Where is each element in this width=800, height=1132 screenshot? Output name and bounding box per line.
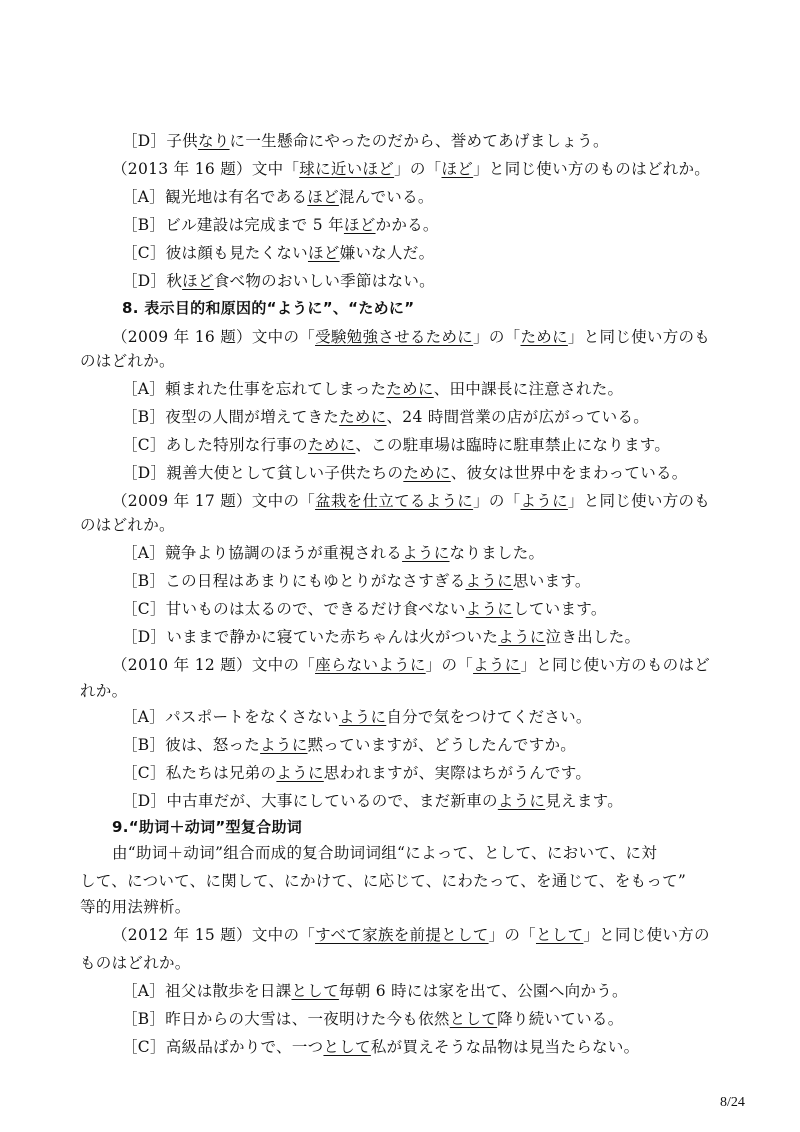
text-line xyxy=(122,242,800,264)
text-segment: 思います。 xyxy=(512,572,591,590)
underlined-phrase: ほど xyxy=(307,188,339,206)
underlined-phrase: ように xyxy=(260,736,308,754)
underlined-phrase: ために xyxy=(386,380,434,398)
text-segment: 」の「 xyxy=(488,926,536,944)
text-line xyxy=(122,790,800,812)
underlined-phrase: ために xyxy=(339,408,387,426)
underlined-phrase: ように xyxy=(497,792,546,810)
text-line xyxy=(122,762,800,784)
text-segment: 等的用法辨析。 xyxy=(80,898,191,916)
underlined-phrase: として xyxy=(535,926,584,944)
text-segment: ［A］祖父は散歩を日課 xyxy=(122,982,292,1000)
text-line xyxy=(122,406,800,428)
text-segment: 」の「 xyxy=(394,160,442,178)
text-segment: 降り続いている。 xyxy=(497,1010,624,1028)
text-line xyxy=(122,1036,800,1058)
text-segment: ［C］あした特別な行事の xyxy=(122,436,308,454)
text-segment: 」の「 xyxy=(425,656,474,674)
text-segment: 、彼女は世界中をまわっている。 xyxy=(450,464,688,482)
underlined-phrase: ように xyxy=(465,572,513,590)
underlined-phrase: 球に近いほど xyxy=(299,160,395,178)
underlined-phrase: ほど xyxy=(182,272,214,290)
text-segment: ［B］彼は、怒った xyxy=(122,736,261,754)
text-line xyxy=(122,186,800,208)
text-line xyxy=(122,270,800,292)
text-segment: 」と同じ使い方のものはど xyxy=(520,656,711,674)
underlined-phrase: として xyxy=(291,982,339,1000)
text-segment: ［B］この日程はあまりにもゆとりがなさすぎる xyxy=(122,572,466,590)
text-line xyxy=(122,626,800,648)
text-segment: 9.“助词＋动词”型复合助词 xyxy=(112,818,303,836)
text-segment: 黙っていますが、どうしたんですか。 xyxy=(307,736,577,754)
underlined-phrase: 座らないように xyxy=(315,656,426,674)
text-segment: ものはどれか。 xyxy=(80,954,191,972)
underlined-phrase: 受験勉強させるために xyxy=(315,328,474,346)
text-segment: 」の「 xyxy=(473,492,521,510)
text-segment: に一生懸命にやったのだから、誉めてあげましょう。 xyxy=(229,132,609,150)
text-line xyxy=(80,870,800,892)
text-line xyxy=(112,654,800,676)
text-segment: ［A］頼まれた仕事を忘れてしまった xyxy=(122,380,387,398)
text-line xyxy=(80,680,800,702)
text-segment: 、田中課長に注意された。 xyxy=(433,380,624,398)
text-segment: 、24 時間営業の店が広がっている。 xyxy=(386,408,650,426)
text-segment: ［C］私たちは兄弟の xyxy=(122,764,277,782)
underlined-phrase: なり xyxy=(197,132,230,150)
underlined-phrase: ために xyxy=(520,328,568,346)
text-segment: （2012 年 15 题）文中の「 xyxy=(112,926,316,944)
text-line xyxy=(122,570,800,592)
underlined-phrase: ように xyxy=(465,600,514,618)
text-line xyxy=(80,952,800,974)
text-segment: 、この駐車場は臨時に駐車禁止になります。 xyxy=(355,436,671,454)
underlined-phrase: 盆栽を仕立てるように xyxy=(315,492,474,510)
text-line xyxy=(80,896,800,918)
text-line xyxy=(122,130,800,152)
text-segment: 」の「 xyxy=(473,328,521,346)
text-segment: 嫌いな人だ。 xyxy=(339,244,435,262)
text-segment: 食べ物のおいしい季節はない。 xyxy=(213,272,435,290)
text-line xyxy=(112,842,800,864)
text-line xyxy=(112,924,800,946)
text-segment: ［A］パスポートをなくさない xyxy=(122,708,339,726)
underlined-phrase: として xyxy=(449,1010,498,1028)
text-segment: ［C］高級品ばかりで、一つ xyxy=(122,1038,324,1056)
underlined-phrase: ように xyxy=(473,656,521,674)
text-segment: かかる。 xyxy=(375,216,439,234)
text-segment: ［D］いままで静かに寝ていた赤ちゃんは火がついた xyxy=(122,628,499,646)
text-line xyxy=(122,598,800,620)
text-line xyxy=(122,734,800,756)
underlined-phrase: として xyxy=(323,1038,371,1056)
text-line xyxy=(122,462,800,484)
text-segment: ［A］観光地は有名である xyxy=(122,188,308,206)
text-segment: しています。 xyxy=(513,600,607,618)
text-segment: ［B］夜型の人間が増えてきた xyxy=(122,408,340,426)
text-segment: 私が買えそうな品物は見当たらない。 xyxy=(370,1038,640,1056)
text-segment: れか。 xyxy=(80,682,128,700)
underlined-phrase: ように xyxy=(338,708,387,726)
underlined-phrase: ために xyxy=(403,464,451,482)
text-segment: のはどれか。 xyxy=(80,516,175,534)
page-number: 8/24 xyxy=(720,1095,745,1110)
underlined-phrase: ように xyxy=(276,764,324,782)
text-segment: 毎朝 6 時には家を出て、公園へ向かう。 xyxy=(338,982,628,1000)
text-line xyxy=(112,490,800,512)
underlined-phrase: すべて家族を前提として xyxy=(315,926,489,944)
text-segment: ［D］中古車だが、大事にしているので、まだ新車の xyxy=(122,792,498,810)
section-heading xyxy=(122,297,800,319)
text-segment: ［C］甘いものは太るので、できるだけ食べない xyxy=(122,600,466,618)
text-line xyxy=(122,980,800,1002)
text-segment: 見えます。 xyxy=(545,792,623,810)
text-segment: 」と同じ使い方のも xyxy=(567,328,711,346)
text-segment: ［B］ビル建設は完成まで 5 年 xyxy=(122,216,344,234)
text-segment: して、について、に関して、にかけて、に応じて、にわたって、を通じて、をもって” xyxy=(80,872,687,890)
text-segment: 8. 表示目的和原因的“ように”、“ために” xyxy=(122,299,415,317)
text-line xyxy=(122,706,800,728)
text-segment: なりました。 xyxy=(449,544,545,562)
text-segment: のはどれか。 xyxy=(80,352,175,370)
text-line xyxy=(80,514,800,536)
underlined-phrase: ほど xyxy=(307,244,340,262)
text-segment: （2013 年 16 题）文中「 xyxy=(112,160,300,178)
text-segment: （2009 年 17 题）文中の「 xyxy=(112,492,316,510)
text-segment: ［D］秋 xyxy=(122,272,183,290)
text-line xyxy=(122,214,800,236)
text-segment: ［D］親善大使として貧しい子供たちの xyxy=(122,464,404,482)
text-line xyxy=(122,378,800,400)
text-segment: 」と同じ使い方のも xyxy=(567,492,711,510)
underlined-phrase: ために xyxy=(307,436,356,454)
text-segment: ［A］競争より協調のほうが重視される xyxy=(122,544,403,562)
text-segment: 」と同じ使い方の xyxy=(583,926,710,944)
text-segment: ［B］昨日からの大雪は、一夜明けた今も依然 xyxy=(122,1010,450,1028)
text-line xyxy=(112,326,800,348)
text-segment: 泣き出した。 xyxy=(545,628,641,646)
text-segment: 思われますが、実際はちがうんです。 xyxy=(323,764,592,782)
text-line xyxy=(122,1008,800,1030)
text-segment: （2010 年 12 题）文中の「 xyxy=(112,656,316,674)
underlined-phrase: ように xyxy=(402,544,450,562)
text-segment: 混んでいる。 xyxy=(338,188,434,206)
underlined-phrase: ほど xyxy=(343,216,376,234)
text-segment: 」と同じ使い方のものはどれか。 xyxy=(473,160,711,178)
section-heading xyxy=(112,816,800,838)
text-segment: 自分で気をつけてください。 xyxy=(386,708,592,726)
underlined-phrase: ように xyxy=(520,492,568,510)
underlined-phrase: ほど xyxy=(441,160,474,178)
text-segment: （2009 年 16 题）文中の「 xyxy=(112,328,316,346)
text-line xyxy=(122,434,800,456)
underlined-phrase: ように xyxy=(498,628,546,646)
text-segment: ［D］子供 xyxy=(122,132,198,150)
text-line xyxy=(80,350,800,372)
text-line xyxy=(122,542,800,564)
text-segment: 由“助词＋动词”组合而成的复合助词词组“によって、として、において、に対 xyxy=(112,844,658,862)
text-segment: ［C］彼は顔も見たくない xyxy=(122,244,308,262)
text-line xyxy=(112,158,800,180)
